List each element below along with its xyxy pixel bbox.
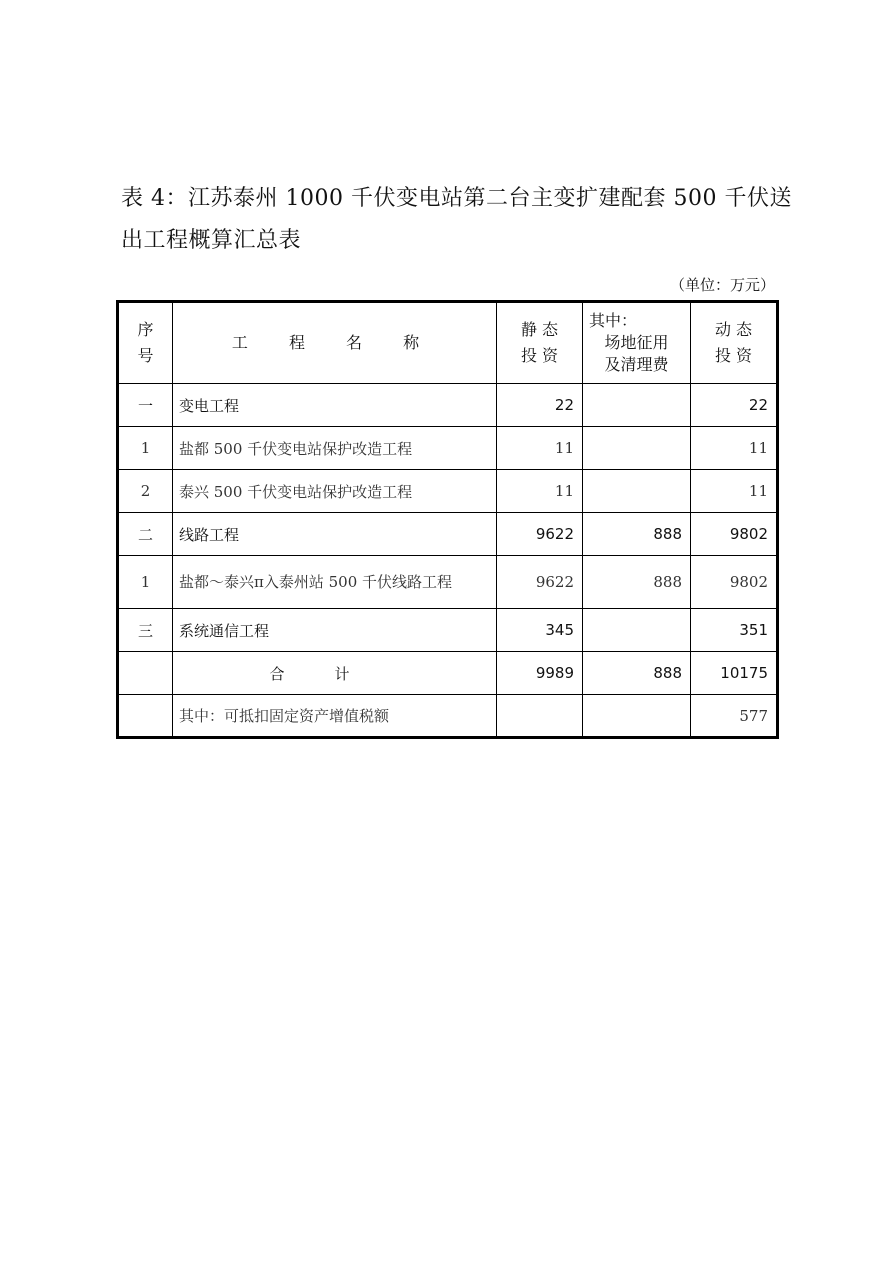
cell-land: 888 bbox=[583, 652, 691, 695]
cell-dynamic: 9802 bbox=[691, 513, 778, 556]
cell-name: 其中：可抵扣固定资产增值税额 bbox=[173, 695, 497, 738]
cell-dynamic: 11 bbox=[691, 427, 778, 470]
cell-land bbox=[583, 695, 691, 738]
cell-seq bbox=[118, 695, 173, 738]
table-row bbox=[118, 609, 778, 652]
cell-seq: 二 bbox=[118, 513, 173, 556]
header-land-line1: 其中： bbox=[589, 311, 638, 330]
cell-name: 线路工程 bbox=[173, 513, 497, 556]
cell-name-total: 合计 bbox=[173, 652, 497, 695]
cell-static: 11 bbox=[497, 427, 583, 470]
cell-seq: 一 bbox=[118, 384, 173, 427]
cell-dynamic: 11 bbox=[691, 470, 778, 513]
cell-static: 9989 bbox=[497, 652, 583, 695]
table-row bbox=[118, 384, 778, 427]
cell-name: 泰兴 500 千伏变电站保护改造工程 bbox=[173, 470, 497, 513]
header-name-label: 工 程 名 称 bbox=[231, 333, 438, 352]
budget-summary-table bbox=[116, 300, 779, 739]
cell-static: 9622 bbox=[497, 513, 583, 556]
header-dynamic-line1: 动 态 bbox=[714, 320, 753, 339]
header-static-investment bbox=[497, 302, 583, 384]
header-seq bbox=[118, 302, 173, 384]
cell-seq bbox=[118, 652, 173, 695]
cell-seq: 三 bbox=[118, 609, 173, 652]
cell-dynamic: 10175 bbox=[691, 652, 778, 695]
document-title: 表 4：江苏泰州 1000 千伏变电站第二台主变扩建配套 500 千伏送出工程概算汇总表 bbox=[121, 186, 792, 253]
table-row bbox=[118, 427, 778, 470]
header-static-line1: 静 态 bbox=[520, 320, 559, 339]
table-row bbox=[118, 513, 778, 556]
cell-land bbox=[583, 470, 691, 513]
cell-dynamic: 577 bbox=[691, 695, 778, 738]
cell-static: 345 bbox=[497, 609, 583, 652]
cell-dynamic: 22 bbox=[691, 384, 778, 427]
header-land-line3: 及清理费 bbox=[604, 355, 669, 374]
cell-name: 盐都 500 千伏变电站保护改造工程 bbox=[173, 427, 497, 470]
cell-dynamic: 9802 bbox=[691, 556, 778, 609]
cell-land: 888 bbox=[583, 513, 691, 556]
header-land-fee bbox=[583, 302, 691, 384]
cell-land bbox=[583, 427, 691, 470]
header-land-line2: 场地征用 bbox=[604, 333, 669, 352]
table-row bbox=[118, 695, 778, 738]
cell-name: 系统通信工程 bbox=[173, 609, 497, 652]
cell-seq: 1 bbox=[118, 556, 173, 609]
cell-static: 9622 bbox=[497, 556, 583, 609]
unit-label: （单位：万元） bbox=[669, 276, 775, 294]
table-header-row bbox=[118, 302, 778, 384]
cell-land bbox=[583, 609, 691, 652]
cell-static: 22 bbox=[497, 384, 583, 427]
cell-seq: 1 bbox=[118, 427, 173, 470]
table-row bbox=[118, 556, 778, 609]
header-static-line2: 投 资 bbox=[520, 346, 559, 365]
header-dynamic-line2: 投 资 bbox=[714, 346, 753, 365]
table-row bbox=[118, 470, 778, 513]
header-dynamic-investment bbox=[691, 302, 778, 384]
cell-static: 11 bbox=[497, 470, 583, 513]
table-total-row bbox=[118, 652, 778, 695]
cell-static bbox=[497, 695, 583, 738]
cell-name: 盐都～泰兴π入泰州站 500 千伏线路工程 bbox=[173, 556, 497, 609]
cell-name: 变电工程 bbox=[173, 384, 497, 427]
cell-dynamic: 351 bbox=[691, 609, 778, 652]
header-name bbox=[173, 302, 497, 384]
header-seq-label: 序号 bbox=[137, 320, 154, 365]
cell-land bbox=[583, 384, 691, 427]
cell-seq: 2 bbox=[118, 470, 173, 513]
cell-land: 888 bbox=[583, 556, 691, 609]
